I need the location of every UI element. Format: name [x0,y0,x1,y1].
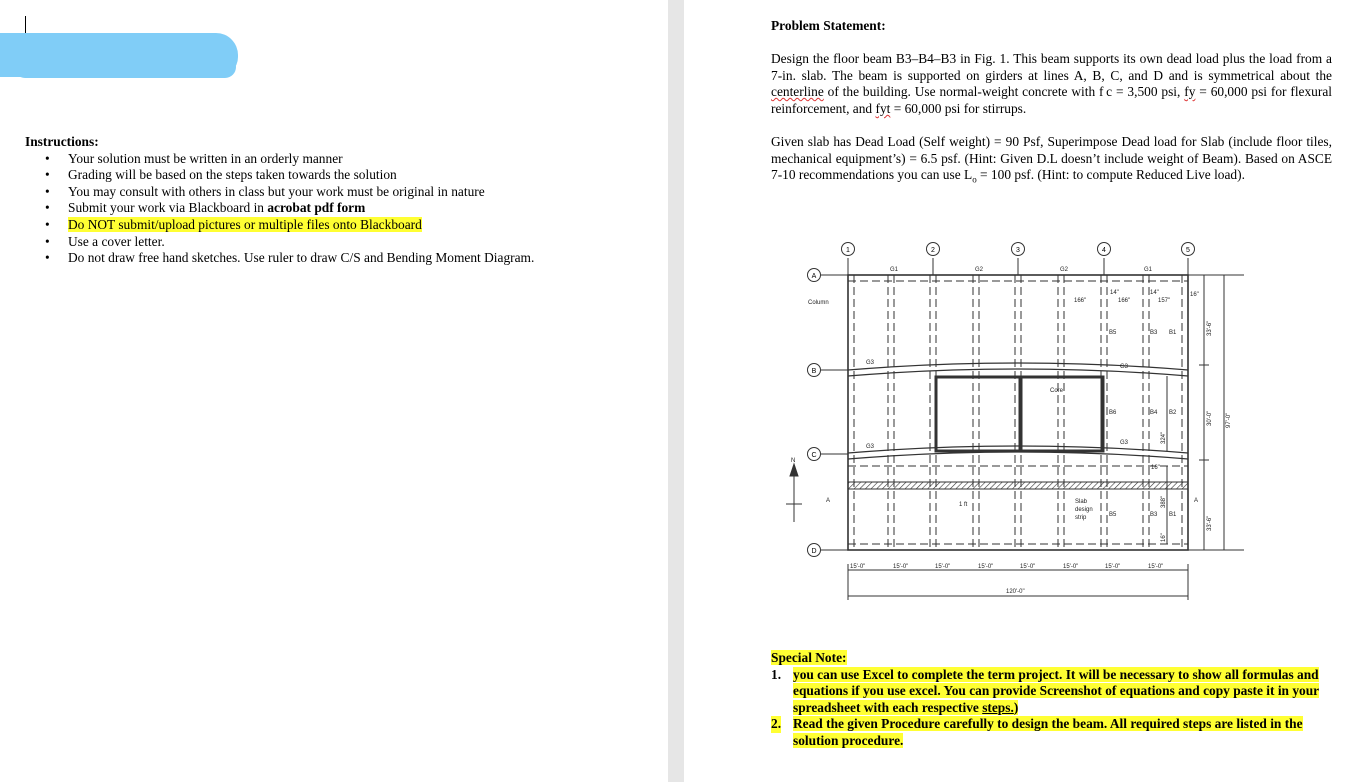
beam-label: B1 [1169,330,1177,336]
total-dim: 120'-0" [1006,589,1025,595]
girder-label: G3 [1120,364,1129,370]
dim-label: 157" [1158,298,1171,304]
dim-label: 30'-0" [1207,410,1213,426]
instructions-heading: Instructions: [25,134,99,149]
section-mark: A [1194,498,1199,504]
dim-label: 33'-6" [1207,515,1213,531]
dim-label: 14" [1150,290,1159,296]
row-label: C [811,452,817,459]
instructions-list [25,151,645,267]
dim-label: 33'-6" [1207,320,1213,336]
dim-label: 16" [1190,292,1199,298]
beam-label: B2 [1169,410,1177,416]
special-note [771,650,1332,749]
girder-label: G3 [866,444,875,450]
column-bubbles [842,243,1195,256]
dim-label: 388" [1161,495,1167,508]
col-label: 2 [931,247,935,254]
instruction-item: • Your solution must be written in an orderly manner [25,151,645,168]
special-note-item: 1. you can use Excel to complete the term project. It will be necessary to show all formulas and equations if you use excel. You can provide Screenshot of equations and copy paste it in your spreadsheet with each respective steps.) [771,666,1319,715]
beam-label: B6 [1109,410,1117,416]
girder-label: G2 [1060,267,1069,273]
instructions-section [25,134,645,267]
section-mark: A [826,498,831,504]
girder-label: G3 [866,360,875,366]
core-wall-left [936,377,1020,451]
left-page [0,0,668,782]
problem-statement-title: Problem Statement: [771,18,886,33]
special-note-list [771,667,1332,750]
one-ft-label: 1 ft [959,502,968,508]
row-bubbles [808,269,849,557]
span-dim: 15'-0" [1063,564,1079,570]
special-note-item: 2. Read the given Procedure carefully to design the beam. All required steps are listed in the solution procedure. [771,716,1303,748]
girder-label: G1 [1144,267,1153,273]
core-label: Core [1050,388,1064,394]
instruction-item: • Use a cover letter. [25,234,645,251]
span-dim: 15'-0" [978,564,994,570]
dim-label: 16" [1161,533,1167,542]
slab-strip-label: design [1075,507,1093,513]
beam-label: B5 [1109,512,1117,518]
girder-label: G2 [975,267,984,273]
beam-label: B3 [1150,512,1158,518]
span-dim: 15'-0" [1020,564,1036,570]
girder-label: G3 [1120,440,1129,446]
col-label: 4 [1102,247,1106,254]
building-outline [848,275,1188,550]
slab-strip-label: Slab [1075,499,1088,505]
beam-label: B5 [1109,330,1117,336]
span-dim: 15'-0" [1148,564,1164,570]
dim-label: 166" [1074,298,1087,304]
dim-label: 14" [1110,290,1119,296]
col-label: 5 [1186,247,1190,254]
span-dim: 15'-0" [850,564,866,570]
text-cursor [25,16,26,34]
page-gutter [668,0,684,782]
redaction-mark-lower [14,56,236,78]
problem-paragraph-1: Design the floor beam B3–B4–B3 in Fig. 1. This beam supports its own dead load plus the load from a 7-in. slab. The beam is supported on girders at lines A, B, C, and D and is symmetrical about the centerline of the building. Use normal-weight concrete with f c = 3,500 psi, fy = 60,000 psi for flexural reinforcement, and fyt = 60,000 psi for stirrups. [771,51,1332,116]
span-dim: 15'-0" [1105,564,1121,570]
dim-label: 324" [1161,431,1167,444]
instruction-item: • You may consult with others in class but your work must be original in nature [25,184,645,201]
north-label: N [791,458,796,464]
dim-label: 166" [1118,298,1131,304]
dim-label: 97'-0" [1226,412,1232,428]
special-note-title: Special Note: [771,650,847,665]
instruction-item: • Submit your work via Blackboard in acrobat pdf form [25,200,645,217]
beam-label: B1 [1169,512,1177,518]
floor-plan-figure [784,236,1254,606]
instruction-item: • Grading will be based on the steps taken towards the solution [25,167,645,184]
girder-label: G1 [890,267,899,273]
instruction-item-highlighted: • Do NOT submit/upload pictures or multiple files onto Blackboard [25,217,645,234]
steps-link[interactable]: steps. [982,699,1014,715]
beam-label: B3 [1150,330,1158,336]
dim-label: 16" [1151,465,1160,471]
slab-design-strip [848,482,1188,489]
column-callout: Column [808,300,829,306]
beam-label: B4 [1150,410,1158,416]
row-label: A [811,273,817,280]
row-label: D [811,548,817,555]
right-page [684,0,1356,782]
col-label: 1 [846,247,850,254]
col-label: 3 [1016,247,1020,254]
row-label: B [811,368,817,375]
problem-paragraph-2: Given slab has Dead Load (Self weight) = 90 Psf, Superimpose Dead load for Slab (include floor tiles, mechanical equipment’s) = 6.5 psf. (Hint: Given D.L doesn’t include weight of Beam). Based on ASCE 7-10 recommendations you can use $L_o = 100$ psf. (Hint: to compute Reduced Live load). [771,134,1332,185]
slab-strip-label: strip [1075,515,1087,521]
instruction-item: • Do not draw free hand sketches. Use ruler to draw C/S and Bending Moment Diagram. [25,250,645,267]
span-dim: 15'-0" [935,564,951,570]
span-dim: 15'-0" [893,564,909,570]
